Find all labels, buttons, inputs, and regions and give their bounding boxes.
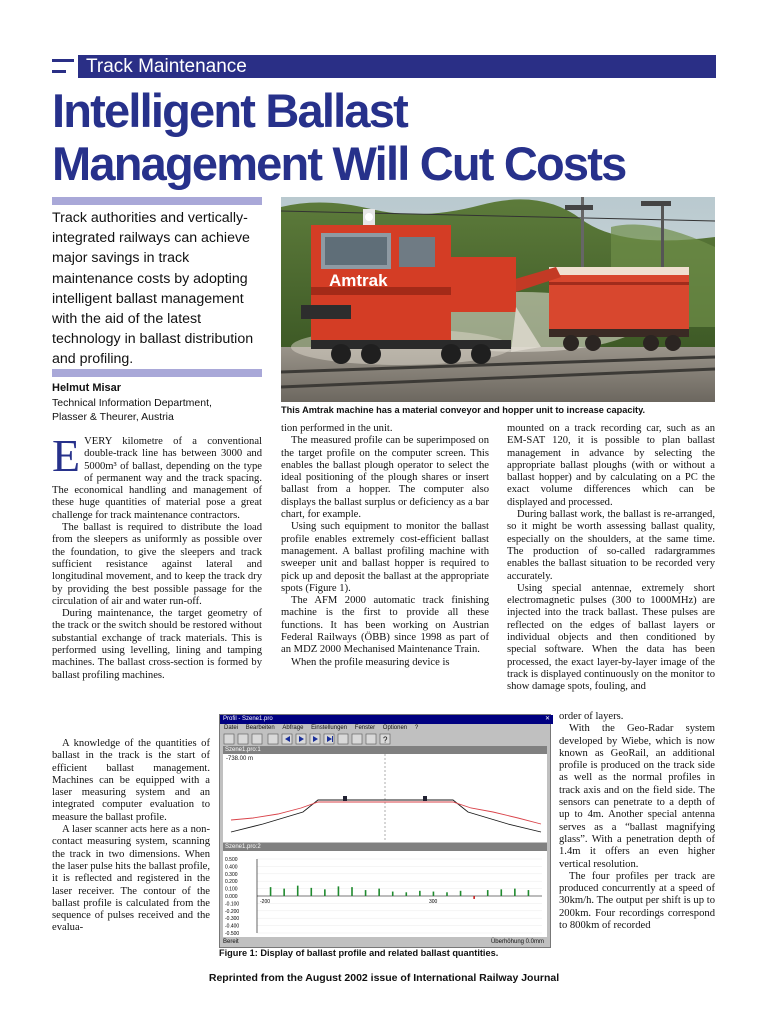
x-label-right: 300 [429,899,438,905]
ballast-quantity-bar [405,892,407,896]
column-3 [507,423,715,694]
window-title-bar [220,715,553,724]
col1-paragraph-3: During maintenance, the target geometry of the track or the switch should be restored without substantial exchange of track materials. This is performed using levelling, lining and tamping machines. The ballast cross-section is formed by ballast profiling machines. [52,608,262,681]
col1-paragraph-5: A laser scanner acts here as a non-contact measuring system, scanning the track in two dimensions. When the laser pulse hits the ballast profile, it is reflected and registered in the laser receiver. The contour of the ballast profile is calculated from the sequence of pulses received and the evalua- [52,824,210,934]
y-tick-label: 0.400 [225,864,238,871]
author-name: Helmut Misar [52,382,122,394]
close-icon[interactable]: ✕ [544,716,550,722]
status-bar [220,938,550,947]
section-mark [52,55,78,78]
y-tick-label: -0.200 [225,908,240,915]
y-tick-label: -0.300 [225,916,240,923]
deck-rule-bottom [52,369,262,377]
y-tick-label: 0.500 [225,857,238,863]
menu-item-settings[interactable]: Einstellungen [311,725,348,731]
photo-caption: This Amtrak machine has a material conveyor and hopper unit to increase capacity. [281,405,646,415]
y-tick-label: -0.500 [225,931,240,937]
ballast-quantity-bar [473,896,475,899]
headline-line-2: Management Will Cut Costs [52,137,626,190]
ballast-quantity-bar [365,890,367,896]
y-tick-label: 0.300 [225,871,238,878]
measured-profile-line [231,802,541,824]
status-right: Überhöhung 0.0mm [490,939,544,945]
toolbar-button-4[interactable] [268,734,278,744]
col3-paragraph-3-end: order of layers. [559,711,624,722]
author-affiliation [52,397,272,424]
drop-cap: E [52,430,81,481]
col3-paragraph-4: With the Geo-Radar system developed by Wiebe, which is now known as GeoRail, an additional profile is produced on the track side as well as the normal profiles in track axis and on the field side. The sensors can penetrate to a depth of up to 4m. Another special antenna serves as a “ballast magnifying glass”. With a penetration depth of 1.4m it offers an even higher vertical resolution. [559,723,715,870]
column-1 [52,430,262,682]
y-tick-label: 0.200 [225,879,238,886]
deck: Track authorities and vertically-integrated railways can achieve major savings in track maintenance costs by adopting intelligent ballast management with the aid of the latest technology in ballast distribution and profiling. [52,210,254,368]
reprint-footer: Reprinted from the August 2002 issue of International Railway Journal [208,972,560,984]
menu-item-help[interactable]: ? [414,725,419,731]
col3-paragraph-5: The four profiles per track are produced concurrently at a speed of 30km/h. The output per shift is up to 200km. Four recordings correspond to 800km of recorded [559,870,715,932]
menu-item-file[interactable]: Datei [224,725,239,731]
menu-bar [220,724,550,732]
toolbar-preview-button[interactable] [366,734,376,744]
left-rail-marker [343,796,347,801]
col2-paragraph-1: tion performed in the unit. [281,423,393,434]
ballast-quantity-bar [460,891,462,896]
profile-plot [223,754,547,842]
ballast-quantity-bar [500,889,502,896]
ballast-quantity-bar [433,892,435,896]
col2-paragraph-2: The measured profile can be superimposed on the target profile on the computer screen. This enables the ballast plough operator to select the ideal positioning of the plough shares or insert ballast from a hopper. The computer also displays the ballast surplus or deficiency as a bar chart, for example. [281,435,489,521]
ballast-quantity-bar [310,888,312,896]
menu-item-query[interactable]: Abfrage [282,725,304,731]
column-1-narrow [52,738,210,935]
col1-paragraph-1: EVERY kilometre of a conventional double-track line has between 3000 and 5000m³ of ballast, depending on the type of permanent way and the track spacing. The economical handling and management of these huge quantities of material pose a great challenge for track maintenance contractors. [52,430,262,521]
deck-rule-top [52,197,262,205]
col2-paragraph-4: The AFM 2000 automatic track finishing machine is the first to provide all these functions. It has been working on Austrian Federal Railways (ÖBB) since 1998 as part of an MDZ 2000 Mechanised Maintenance Train. [281,595,489,656]
y-tick-label: 0.100 [225,886,238,893]
ballast-quantity-bar [528,890,530,896]
toolbar-save-button[interactable] [238,734,248,744]
col3-paragraph-1: mounted on a track recording car, such as an EM-SAT 120, it is possible to plan ballast management in advance by selecting the appropriate ballast ploughs (with or without a ballast hopper) and by calculating on a PC the exact volume differences which can be displayed and processed. [507,423,715,508]
toolbar-open-button[interactable] [224,734,234,744]
ballast-quantity-bar [338,886,340,896]
window-title: Profil - Szene1.pro [223,716,273,722]
toolbar-print-button[interactable] [352,734,362,744]
help-question-icon: ? [383,735,388,745]
author-affiliation-line-1: Technical Information Department, [52,397,212,409]
toolbar [222,733,548,745]
target-profile-line [231,800,541,832]
ballast-quantity-chart [223,851,547,937]
ballast-quantity-bar [514,889,516,896]
col3-paragraph-2: During ballast work, the ballast is re-arranged, so it might be worth assessing ballast quality, especially on the shoulders, at the same time. The production of so-called radargrammes enables the ballast situation to be recorded very accurately. [507,509,715,582]
x-label-left: -200 [260,899,271,905]
amtrak-logo-text: Amtrak [329,271,388,290]
menu-item-edit[interactable]: Bearbeiten [245,725,275,731]
col1-paragraph-4: A knowledge of the quantities of ballast in the track is the start of efficient ballast management. Machines can be equipped with a laser measuring system and an integrated computer evaluation to measure the ballast profile. [52,738,210,823]
ballast-quantity-bar [324,889,326,896]
pane-1-label: -738.00 m [226,756,254,762]
status-left: Bereit [223,939,239,945]
col1-paragraph-2: The ballast is required to distribute the load from the sleepers as uniformly as possible over the foundation, to give the sleepers and track sufficient resistance against lateral and longitudinal movement, and to keep the track dry by providing the best possible passage for the circulation of air and water run-off. [52,522,262,607]
pane-2-title: Szene1.pro:2 [225,844,261,850]
y-tick-label: -0.400 [225,923,240,930]
figure-1-software-window [219,714,551,948]
figure-caption: Figure 1: Display of ballast profile and related ballast quantities. [219,948,499,958]
headline-line-1: Intelligent Ballast [52,84,407,137]
ballast-quantity-bar [487,890,489,896]
y-tick-label: 0.000 [225,894,238,900]
ballast-quantity-bar [378,889,380,896]
pane-1-title: Szene1.pro:1 [225,747,261,753]
ballast-quantity-bar [446,892,448,896]
ballast-quantity-bar [419,891,421,896]
menu-item-options[interactable]: Optionen [382,725,408,731]
col3-paragraph-3: Using special antennae, extremely short electromagnetic pulses (300 to 1000MHz) are injected into the track ballast. These pulses are reflected on the edges of ballast layers or individual objects and then conditioned by special software. When the data has been processed, the exact layer-by-layer image of the track is displayed continuously on the monitor to show damage spots, fouling, and [507,582,715,693]
pane-2-title-bar [223,843,547,851]
col2-paragraph-3: Using such equipment to monitor the ballast profile enables extremely cost-efficient ballast management. A ballast profiling machine with sweeper unit and ballast hopper is required to pick up and deposit the ballast at the appropriate spots (Figure 1). [281,521,489,594]
ballast-quantity-bar [270,887,272,896]
y-tick-label: -0.100 [225,901,240,908]
author-affiliation-line-2: Plasser & Theurer, Austria [52,410,174,423]
headline [52,84,732,190]
section-label: Track Maintenance [86,56,247,77]
ballast-quantity-bar [283,889,285,896]
ballast-quantity-bar [351,887,353,896]
col2-paragraph-5: When the profile measuring device is [291,656,450,668]
toolbar-view-button[interactable] [252,734,262,744]
ballast-quantity-bar [297,886,299,896]
right-rail-marker [423,796,427,801]
column-3-narrow [559,711,715,932]
column-2 [281,423,489,669]
train-photo [281,197,715,402]
menu-item-window[interactable]: Fenster [354,725,376,731]
pane-1-title-bar [223,746,547,754]
toolbar-button-9[interactable] [338,734,348,744]
ballast-quantity-bar [392,892,394,896]
